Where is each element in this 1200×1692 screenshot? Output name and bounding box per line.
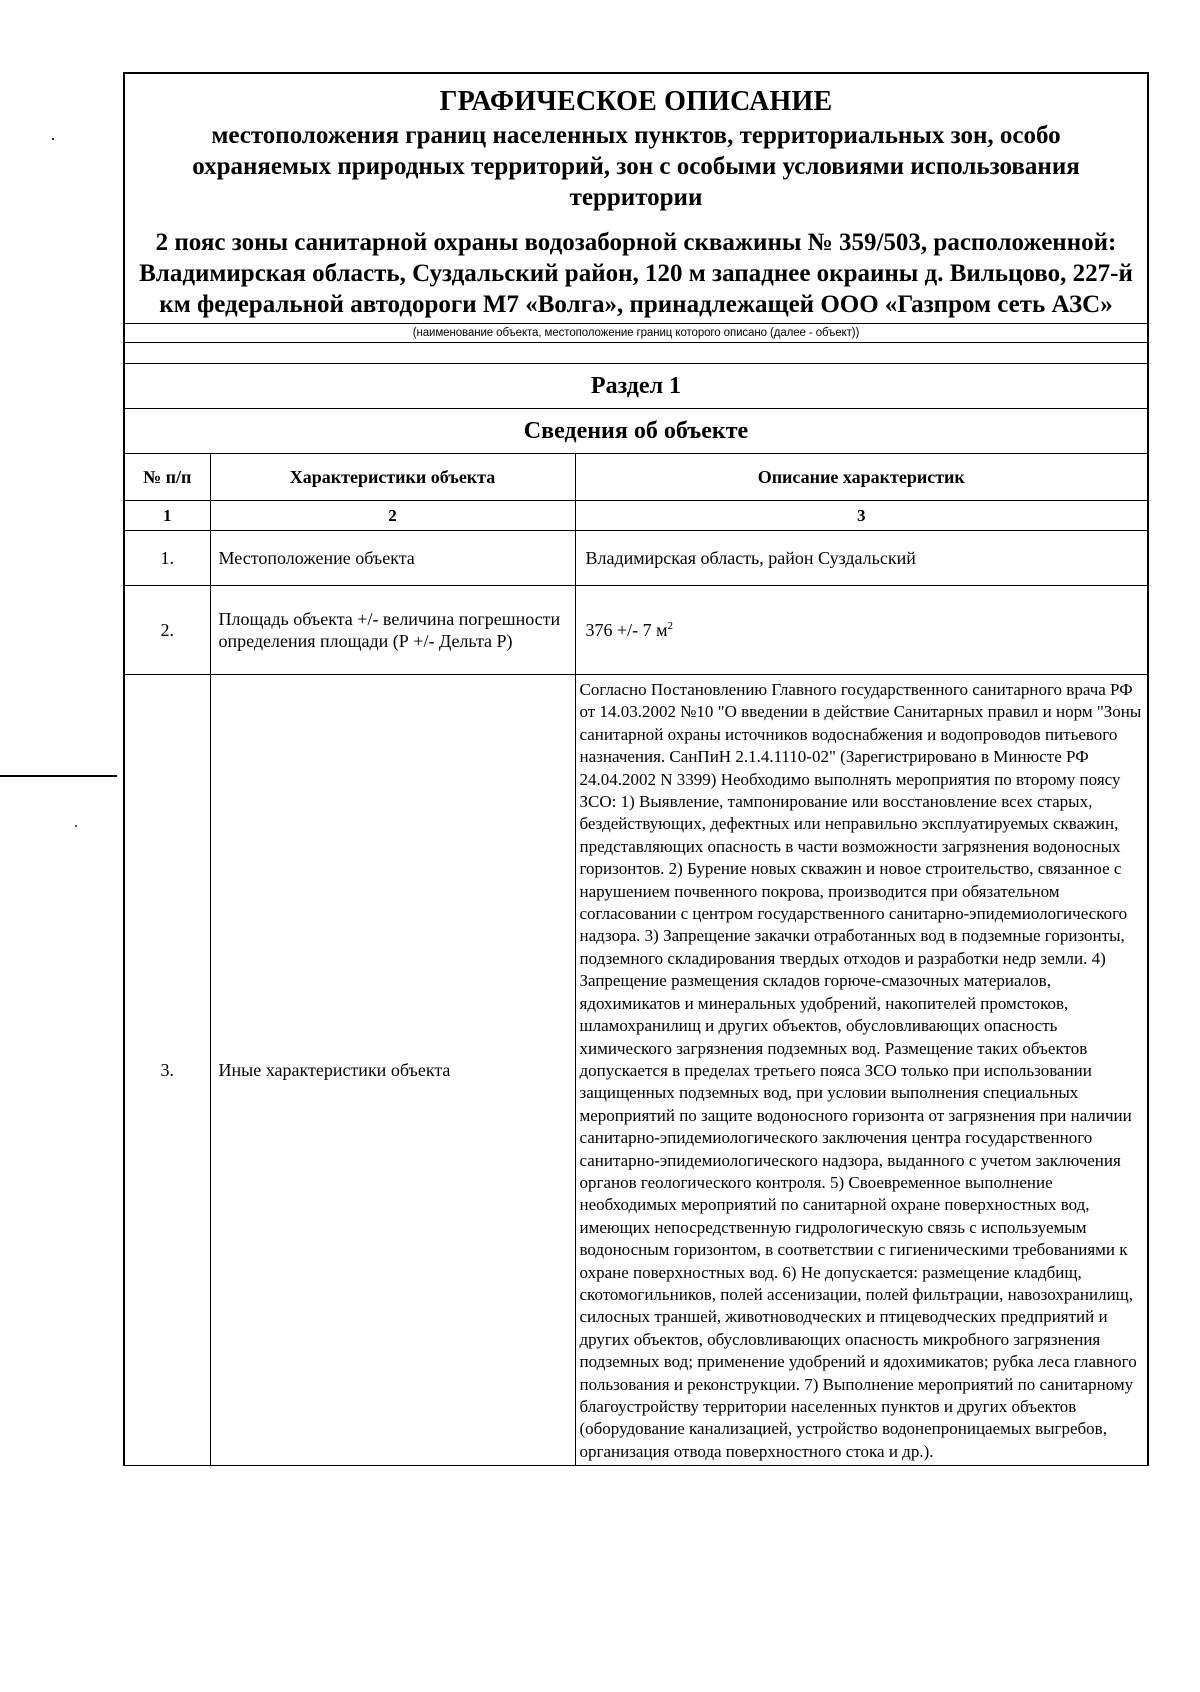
row-characteristic: Местоположение объекта xyxy=(210,531,575,586)
spacer-row xyxy=(125,343,1147,364)
row-number: 1. xyxy=(125,531,210,586)
scan-speck xyxy=(52,138,54,140)
section-number: Раздел 1 xyxy=(125,364,1147,409)
margin-line xyxy=(0,775,117,777)
object-name: 2 пояс зоны санитарной охраны водозаборной скважины № 359/503, расположенной: Владимирская область, Суздальский район, 120 м западнее окраины д. Вильцово, 227-й км федеральной автодороги М7 «Волга», принадлежащей ООО «Газпром сеть АЗС» xyxy=(139,229,1133,318)
section-title: Сведения об объекте xyxy=(125,409,1147,454)
row-number: 2. xyxy=(125,586,210,675)
document-header xyxy=(125,74,1147,343)
area-value: 376 +/- 7 м xyxy=(585,620,668,640)
object-info-table xyxy=(125,454,1147,1466)
row-description: Согласно Постановлению Главного государственного санитарного врача РФ от 14.03.2002 №10 "О введении в действие Санитарных правил и норм "Зоны санитарной охраны источников водоснабжения и водопроводов питьевого назначения. СанПиН 2.1.4.1110-02" (Зарегистрировано в Минюсте РФ 24.04.2002 N 3399) Необходимо выполнять мероприятия по второму поясу ЗСО: 1) Выявление, тампонирование или восстановление всех старых, бездействующих, дефектных или неправильно эксплуатируемых скважин, представляющих опасность в части возможности загрязнения водоносных горизонтов. 2) Бурение новых скважин и новое строительство, связанное с нарушением почвенного покрова, производится при обязательном согласовании с центром государственного санитарно-эпидемиологического надзора. 3) Запрещение закачки отработанных вод в подземные горизонты, подземного складирования твердых отходов и разработки недр земли. 4) Запрещение размещения складов горюче-смазочных материалов, ядохимикатов и минеральных удобрений, накопителей промстоков, шламохранилищ и других объектов, обусловливающих опасность химического загрязнения подземных вод. Размещение таких объектов допускается в пределах третьего пояса ЗСО только при использовании защищенных подземных вод, при условии выполнения специальных мероприятий по защите водоносного горизонта от загрязнения при наличии санитарно-эпидемиологического заключения центра государственного санитарно-эпидемиологического надзора, выданного с учетом заключения органов геологического контроля. 5) Своевременное выполнение необходимых мероприятий по санитарной охране поверхностных вод, имеющих непосредственную гидрологическую связь с используемым водоносным горизонтом, в соответствии с гигиеническими требованиями к охране поверхностных вод. 6) Не допускается: размещение кладбищ, скотомогильников, полей ассенизации, полей фильтрации, навозохранилищ, силосных траншей, животноводческих и птицеводческих предприятий и других объектов, обусловливающих опасность микробного загрязнения подземных вод; применение удобрений и ядохимикатов; рубка леса главного пользования и реконструкции. 7) Выполнение мероприятий по санитарному благоустройству территории населенных пунктов и других объектов (оборудование канализацией, устройство водонепроницаемых выгребов, организация отвода поверхностного стока и др.). xyxy=(575,675,1147,1466)
object-caption: (наименование объекта, местоположение границ которого описано (далее - объект)) xyxy=(125,323,1147,343)
document-frame xyxy=(123,72,1149,1466)
column-header-characteristic: Характеристики объекта xyxy=(210,454,575,501)
column-number: 3 xyxy=(575,501,1147,531)
row-characteristic: Иные характеристики объекта xyxy=(210,675,575,1466)
table-header-row xyxy=(125,454,1147,501)
row-characteristic: Площадь объекта +/- величина погрешности определения площади (Р +/- Дельта Р) xyxy=(210,586,575,675)
column-number: 1 xyxy=(125,501,210,531)
document-subtitle: местоположения границ населенных пунктов, территориальных зон, особо охраняемых природных территорий, зон с особыми условиями использования территории xyxy=(192,122,1080,211)
row-description: Владимирская область, район Суздальский xyxy=(575,531,1147,586)
scan-speck xyxy=(75,825,77,827)
table-row xyxy=(125,531,1147,586)
document-title: ГРАФИЧЕСКОЕ ОПИСАНИЕ xyxy=(439,86,833,117)
table-row xyxy=(125,675,1147,1466)
table-row xyxy=(125,586,1147,675)
column-number: 2 xyxy=(210,501,575,531)
column-number-row xyxy=(125,501,1147,531)
column-header-number: № п/п xyxy=(125,454,210,501)
row-description xyxy=(575,586,1147,675)
area-unit-exponent: 2 xyxy=(667,620,674,632)
column-header-description: Описание характеристик xyxy=(575,454,1147,501)
row-number: 3. xyxy=(125,675,210,1466)
